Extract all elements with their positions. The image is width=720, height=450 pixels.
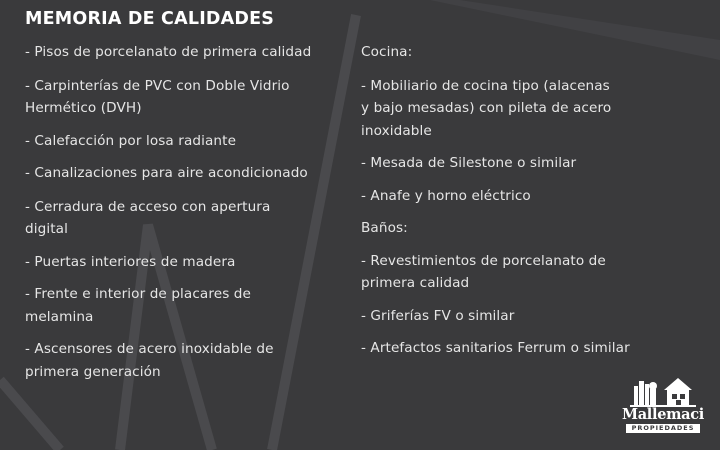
list-item: - Artefactos sanitarios Ferrum o similar [361,340,630,356]
features-list-left [25,41,345,383]
list-item: - Anafe y horno eléctrico [361,187,531,204]
page-title: MEMORIA DE CALIDADES [25,9,275,29]
list-item: - Ascensores de acero inoxidable de primera generación [25,341,274,380]
house-icon [620,372,706,408]
list-item: - Mobiliario de cocina tipo (alacenas y bajo mesadas) con pileta de acero inoxidable [361,77,612,139]
kitchen-heading: Cocina: [361,44,413,60]
bathrooms-heading: Baños: [361,220,408,236]
list-item: - Griferías FV o similar [361,307,515,324]
list-item: - Cerradura de acceso con apertura digital [25,198,271,237]
features-list-right [361,41,671,360]
list-item: - Frente e interior de placares de melamina [25,286,252,325]
logo-subtitle: PROPIEDADES [626,424,700,433]
list-item: - Puertas interiores de madera [25,253,236,270]
list-item: - Carpinterías de PVC con Doble Vidrio Hermético (DVH) [25,77,290,116]
list-item: - Mesada de Silestone o similar [361,155,577,171]
list-item: - Pisos de porcelanato de primera calidad [25,44,312,60]
company-logo [620,372,706,436]
list-item: - Calefacción por losa radiante [25,132,237,149]
list-item: - Revestimientos de porcelanato de primera calidad [361,252,606,291]
logo-name: Mallemaci [621,406,705,423]
list-item: - Canalizaciones para aire acondicionado [25,165,308,181]
